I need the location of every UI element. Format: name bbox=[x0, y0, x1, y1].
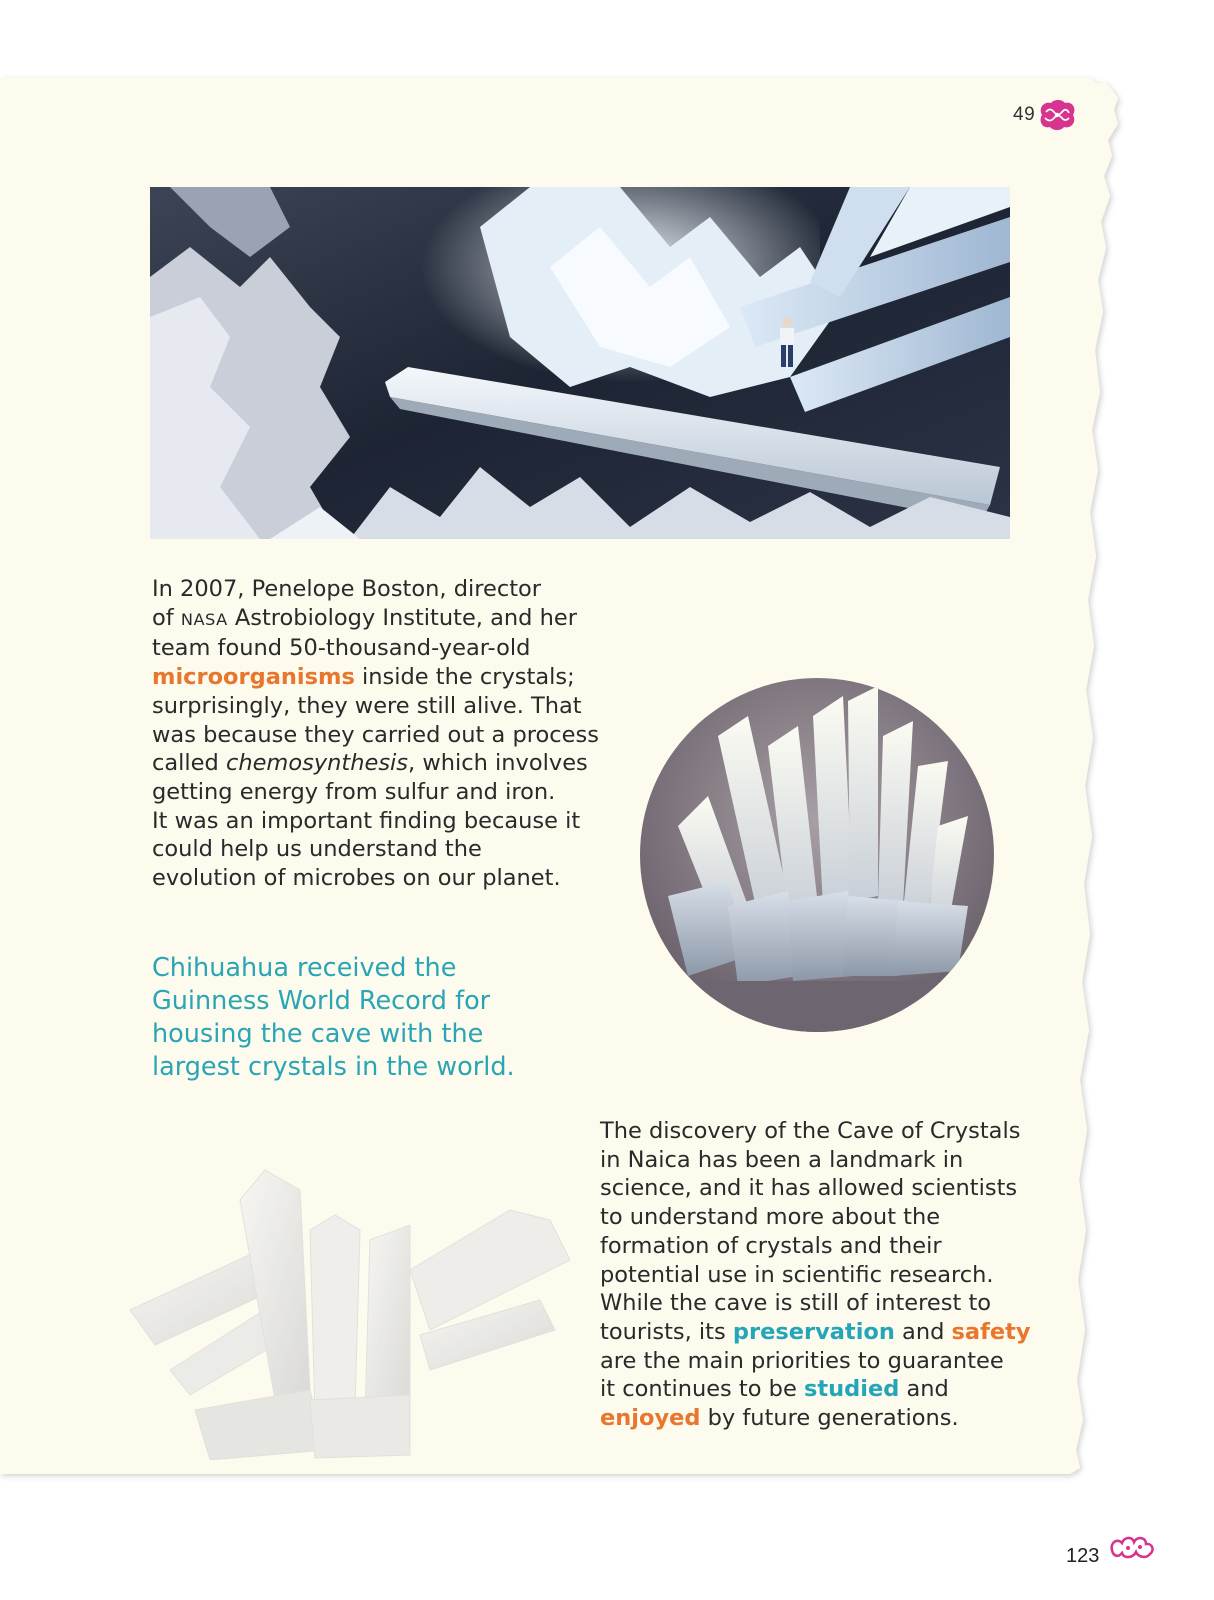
text-line: potential use in scientific research. bbox=[600, 1261, 994, 1288]
text-line: team found 50-thousand-year-old bbox=[152, 635, 531, 662]
text-span: and bbox=[899, 1376, 949, 1403]
text-line bbox=[600, 1318, 1040, 1347]
page-number: 123 bbox=[1066, 1545, 1100, 1567]
text-line bbox=[152, 604, 622, 635]
callout-line: Chihuahua received the bbox=[152, 953, 457, 983]
text-line bbox=[600, 1404, 1040, 1433]
selenite-crystal-photo bbox=[638, 676, 996, 1034]
paragraph-microorganisms bbox=[152, 575, 622, 893]
text-line: formation of crystals and their bbox=[600, 1232, 942, 1259]
callout-line: housing the cave with the bbox=[152, 1019, 484, 1049]
decorative-glyph-icon bbox=[1036, 98, 1078, 132]
guinness-record-callout bbox=[152, 952, 532, 1084]
text-line bbox=[152, 749, 622, 778]
text-line bbox=[152, 663, 622, 692]
text-line: science, and it has allowed scientists bbox=[600, 1175, 1018, 1202]
text-line: to understand more about the bbox=[600, 1204, 941, 1231]
highlight-safety: safety bbox=[951, 1318, 1031, 1345]
paragraph-discovery bbox=[600, 1117, 1040, 1433]
text-line: getting energy from sulfur and iron. bbox=[152, 778, 556, 805]
term-chemosynthesis: chemosynthesis bbox=[225, 750, 409, 777]
crystal-cave-photo bbox=[150, 187, 1010, 539]
text-span: , which involves bbox=[408, 750, 588, 777]
highlight-microorganisms: microorganisms bbox=[152, 664, 355, 691]
text-line: evolution of microbes on our planet. bbox=[152, 865, 561, 892]
text-line: are the main priorities to guarantee bbox=[600, 1347, 1004, 1374]
text-span: by future generations. bbox=[700, 1405, 959, 1432]
text-line: While the cave is still of interest to bbox=[600, 1290, 992, 1317]
callout-line: largest crystals in the world. bbox=[152, 1052, 515, 1082]
text-line: The discovery of the Cave of Crystals bbox=[600, 1118, 1021, 1144]
text-line bbox=[600, 1375, 1040, 1404]
text-span: called bbox=[152, 750, 226, 777]
text-span: tourists, its bbox=[600, 1318, 733, 1345]
text-line: surprisingly, they were still alive. That bbox=[152, 692, 582, 719]
text-line: in Naica has been a landmark in bbox=[600, 1146, 964, 1173]
text-span: Astrobiology Institute, and her bbox=[227, 604, 577, 631]
highlight-preservation: preservation bbox=[732, 1318, 895, 1345]
text-span: inside the crystals; bbox=[354, 664, 575, 691]
nasa-abbreviation: NASA bbox=[180, 609, 228, 629]
decorative-glyph-icon bbox=[1108, 1532, 1156, 1562]
lesson-number: 49 bbox=[1013, 104, 1036, 125]
text-line: could help us understand the bbox=[152, 836, 482, 863]
text-span: of bbox=[152, 604, 181, 631]
highlight-enjoyed: enjoyed bbox=[600, 1405, 701, 1432]
text-span: and bbox=[894, 1318, 952, 1345]
text-line: In 2007, Penelope Boston, director bbox=[152, 576, 542, 602]
highlight-studied: studied bbox=[803, 1376, 900, 1403]
text-span: it continues to be bbox=[600, 1376, 804, 1403]
crystal-illustration bbox=[110, 1160, 580, 1460]
text-line: It was an important finding because it bbox=[152, 807, 581, 834]
text-line: was because they carried out a process bbox=[152, 721, 599, 748]
callout-line: Guinness World Record for bbox=[152, 986, 491, 1016]
